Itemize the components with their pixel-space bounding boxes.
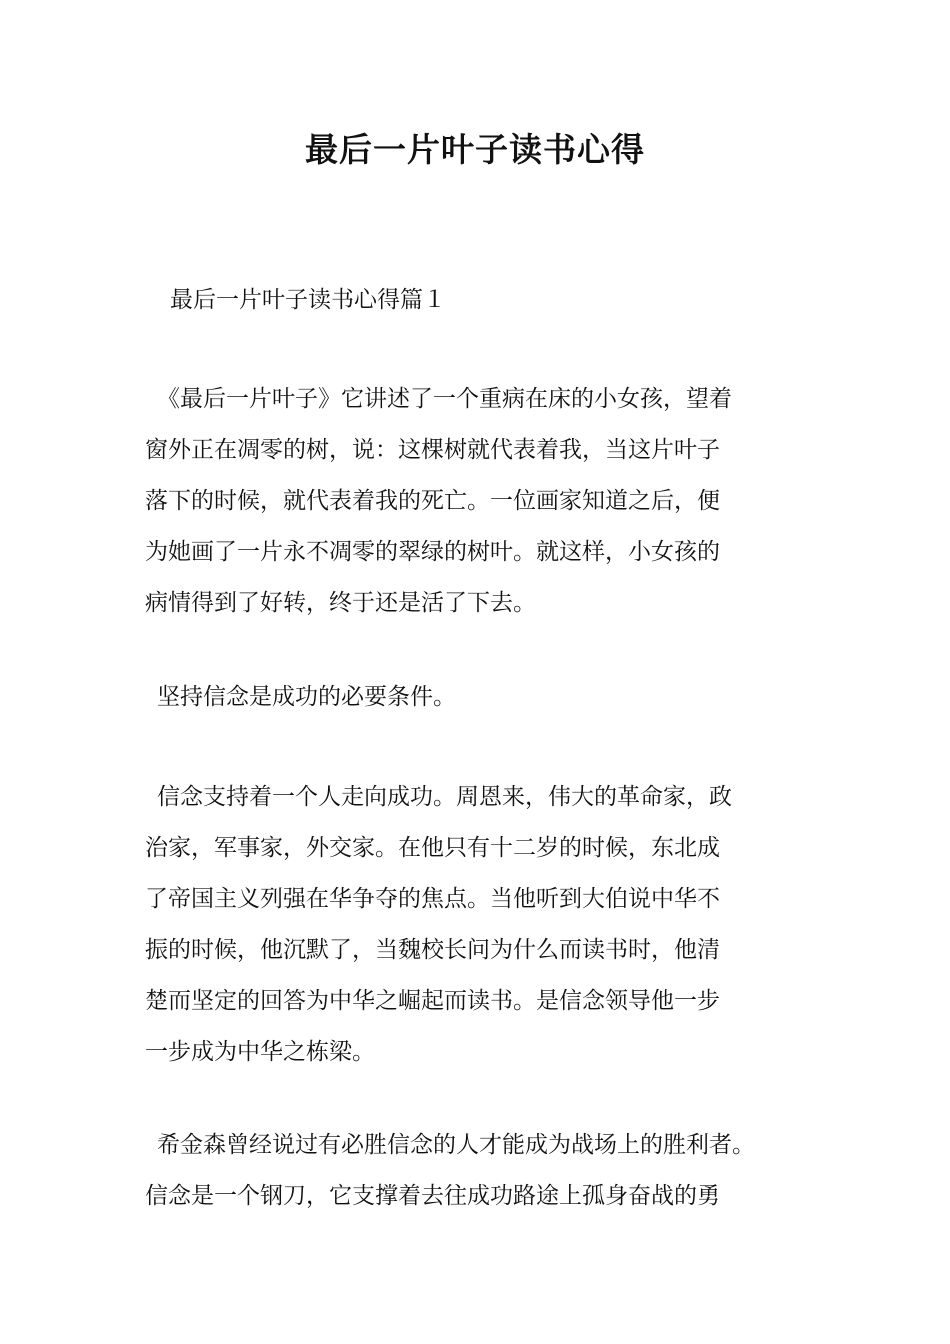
section-heading: 最后一片叶子读书心得篇１ (170, 287, 446, 313)
paragraph-1 (145, 374, 845, 629)
paragraph-3 (145, 772, 845, 1078)
paragraph-line: 为她画了一片永不凋零的翠绿的树叶。就这样，小女孩的 (145, 539, 720, 565)
paragraph-line: 楚而坚定的回答为中华之崛起而读书。是信念领导他一步 (145, 988, 720, 1014)
paragraph-line: 信念支持着一个人走向成功。周恩来，伟大的革命家，政 (157, 784, 732, 810)
paragraph-line: 治家，军事家，外交家。在他只有十二岁的时候，东北成 (145, 835, 720, 861)
paragraph-line: 振的时候，他沉默了，当魏校长问为什么而读书时，他清 (145, 937, 720, 963)
paragraph-line: 窗外正在凋零的树，说：这棵树就代表着我，当这片叶子 (145, 437, 720, 463)
paragraph-line: 信念是一个钢刀，它支撑着去往成功路途上孤身奋战的勇 (145, 1183, 720, 1209)
paragraph-line: 希金森曾经说过有必胜信念的人才能成为战场上的胜利者。 (157, 1132, 755, 1158)
paragraph-line: 《最后一片叶子》它讲述了一个重病在床的小女孩，望着 (157, 386, 732, 412)
paragraph-2 (145, 672, 845, 723)
paragraph-line: 落下的时候，就代表着我的死亡。一位画家知道之后，便 (145, 488, 720, 514)
paragraph-line: 坚持信念是成功的必要条件。 (157, 684, 456, 710)
paragraph-4 (145, 1120, 845, 1222)
document-title: 最后一片叶子读书心得 (305, 130, 645, 169)
paragraph-line: 了帝国主义列强在华争夺的焦点。当他听到大伯说中华不 (145, 886, 720, 912)
paragraph-line: 病情得到了好转，终于还是活了下去。 (145, 590, 536, 616)
paragraph-line: 一步成为中华之栋梁。 (145, 1039, 375, 1065)
